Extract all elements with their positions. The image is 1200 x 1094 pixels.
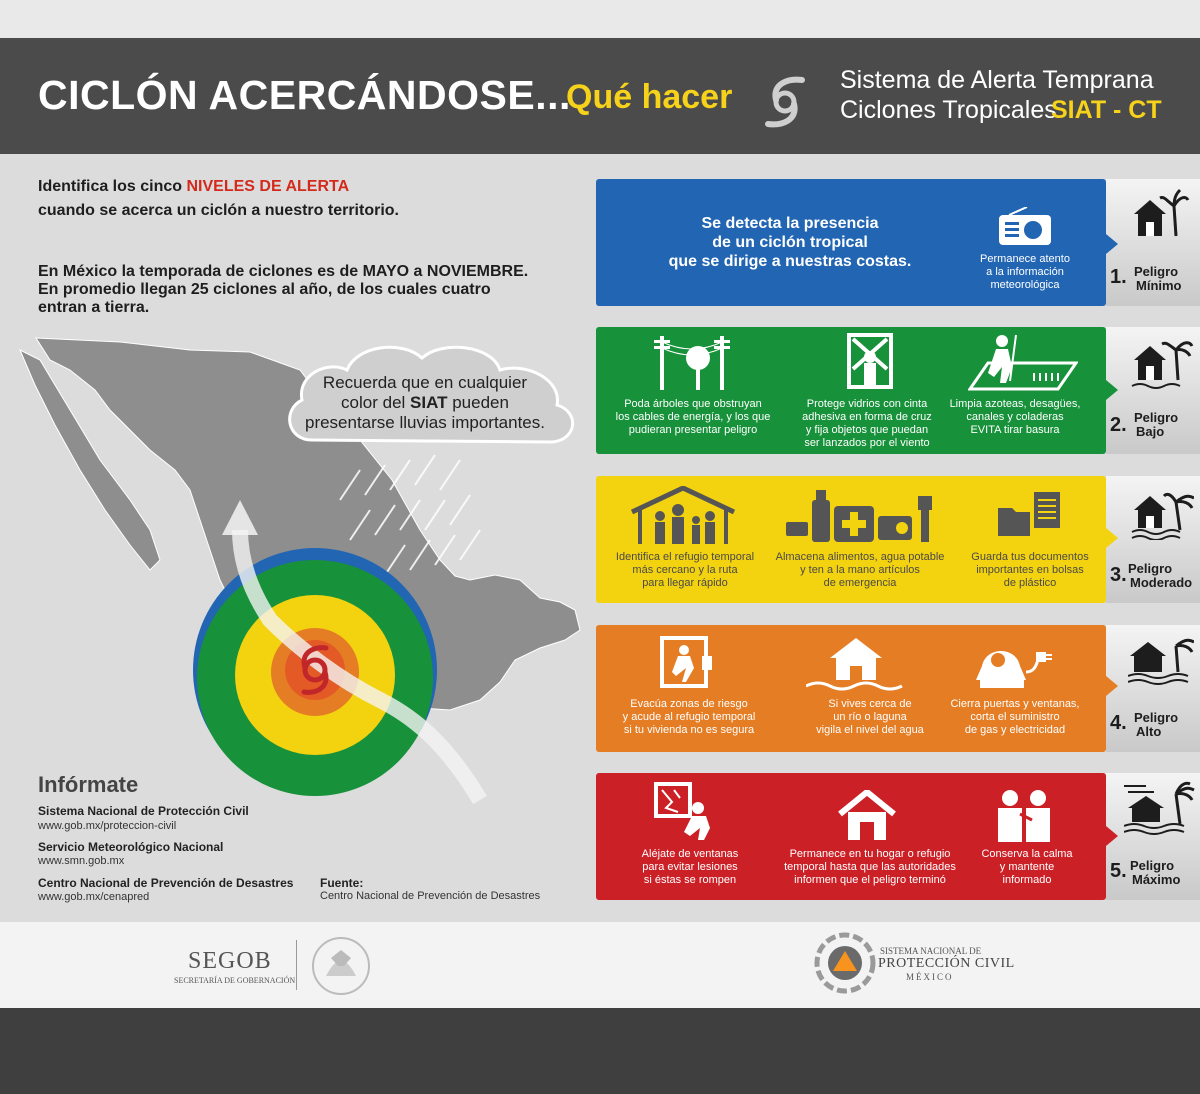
page-title-highlight: Qué hacer <box>566 78 733 116</box>
house-hurricane-icon <box>1124 780 1196 838</box>
level-2-caption-2: Protege vidrios con cinta adhesiva en forma de cruz y fija objetos que puedan ser lanzados por el viento <box>802 398 932 449</box>
source-name-1: Sistema Nacional de Protección Civil <box>38 804 249 818</box>
logo-divider <box>296 940 297 990</box>
segob-logo: SEGOB <box>188 948 272 974</box>
level-4-name: Peligro Alto <box>1134 710 1179 739</box>
house-storm-icon <box>1130 484 1194 540</box>
source-name-2: Servicio Meteorológico Nacional <box>38 840 224 854</box>
page-title: CICLÓN ACERCÁNDOSE... <box>38 72 571 118</box>
evacuate-icon <box>660 636 716 692</box>
cyclone-icon <box>752 74 818 130</box>
pc-line1: SISTEMA NACIONAL DE <box>880 946 982 956</box>
level-4-caption-2: Si vives cerca de un río o laguna vigila el nivel del agua <box>816 698 924 736</box>
level-5-caption-3: Conserva la calma y mantente informado <box>981 848 1073 886</box>
level-2-caption-1: Poda árboles que obstruyan los cables de energía, y los que pudieran presentar peligro <box>615 398 771 436</box>
level-5-arrow <box>1106 826 1118 846</box>
level-5-caption-2: Permanece en tu hogar o refugio temporal hasta que las autoridades informen que el peligro terminó <box>784 848 956 886</box>
level-3-arrow <box>1106 528 1118 548</box>
level-5-caption-1: Aléjate de ventanas para evitar lesiones si éstas se rompen <box>641 848 739 886</box>
season-line1: En México la temporada de ciclones es de MAYO a NOVIEMBRE. <box>38 263 529 280</box>
footer-logos <box>0 922 1200 1008</box>
pc-line2: PROTECCIÓN CIVIL <box>878 956 1015 971</box>
intro-line2: cuando se acerca un ciclón a nuestro territorio. <box>38 202 399 219</box>
intro-line1: Identifica los cinco NIVELES DE ALERTA <box>38 178 350 195</box>
supplies-icon <box>786 486 942 544</box>
level-1-number: 1. <box>1110 266 1127 288</box>
level-1-caption: Permanece atento a la información meteorológica <box>980 253 1070 291</box>
level-1-name: Peligro Mínimo <box>1134 264 1182 293</box>
fuente-value: Centro Nacional de Prevención de Desastres <box>320 890 541 902</box>
level-1-arrow <box>1106 234 1118 254</box>
source-url-2[interactable]: www.smn.gob.mx <box>38 855 125 867</box>
documents-icon <box>996 492 1062 538</box>
level-5-name: Peligro Máximo <box>1130 858 1181 887</box>
system-name-line1: Sistema de Alerta Temprana <box>840 66 1154 94</box>
alert-levels-highlight: NIVELES DE ALERTA <box>186 178 350 195</box>
level-3-name: Peligro Moderado <box>1128 561 1193 590</box>
cloud-line1: Recuerda que en cualquier <box>322 373 528 392</box>
segob-subtitle: SECRETARÍA DE GOBERNACIÓN <box>174 976 296 985</box>
source-url-3[interactable]: www.gob.mx/cenapred <box>38 891 150 903</box>
informate-title: Infórmate <box>38 772 139 797</box>
level-4-arrow <box>1106 676 1118 696</box>
radio-icon <box>997 207 1053 247</box>
pc-line3: MÉXICO <box>906 972 954 982</box>
level-3-number: 3. <box>1110 564 1127 586</box>
level-2-arrow <box>1106 380 1118 400</box>
level-2-caption-3: Limpia azoteas, desagües, canales y coladeras EVITA tirar basura <box>949 398 1081 436</box>
unplug-icon <box>976 636 1056 692</box>
level-4-caption-3: Cierra puertas y ventanas, corta el suministro de gas y electricidad <box>950 698 1080 736</box>
level-4-caption-1: Evacúa zonas de riesgo y acude al refugio temporal si tu vivienda no es segura <box>622 698 756 736</box>
house-flood-icon <box>1128 632 1194 688</box>
national-seal-icon <box>306 936 376 996</box>
comfort-icon <box>992 788 1056 844</box>
house-palm-icon <box>1130 188 1190 238</box>
top-strip <box>0 0 1200 38</box>
level-2-name: Peligro Bajo <box>1134 410 1179 439</box>
season-line2: En promedio llegan 25 ciclones al año, de los cuales cuatro <box>38 281 491 298</box>
system-acronym: SIAT - CT <box>1051 96 1162 124</box>
level-1-headline: Se detecta la presencia de un ciclón tropical que se dirige a nuestras costas. <box>668 215 912 270</box>
level-5-number: 5. <box>1110 860 1127 882</box>
cloud-line2: color del SIAT pueden <box>341 393 509 412</box>
house-river-icon <box>806 634 906 692</box>
system-name-line2: Ciclones Tropicales <box>840 96 1057 124</box>
source-name-3: Centro Nacional de Prevención de Desastres <box>38 876 294 890</box>
level-2-number: 2. <box>1110 414 1127 436</box>
level-3-caption-1: Identifica el refugio temporal más cercano y la ruta para llegar rápido <box>615 551 755 589</box>
power-lines-icon <box>650 332 740 392</box>
house-palm-wind-icon <box>1130 334 1194 390</box>
cloud-line3: presentarse lluvias importantes. <box>304 413 545 432</box>
proteccion-civil-emblem <box>814 932 876 994</box>
house-icon <box>838 790 896 842</box>
level-3-caption-2: Almacena alimentos, agua potable y ten a la mano artículos de emergencia <box>775 551 945 589</box>
level-4-number: 4. <box>1110 712 1127 734</box>
shelter-icon <box>630 486 736 546</box>
sweeping-icon <box>968 333 1078 391</box>
bottom-bar <box>0 1008 1200 1094</box>
taped-window-icon <box>845 333 895 389</box>
broken-window-icon <box>654 782 718 842</box>
source-url-1[interactable]: www.gob.mx/proteccion-civil <box>38 820 177 832</box>
season-line3: entran a tierra. <box>38 299 150 316</box>
fuente-label: Fuente: <box>320 876 364 890</box>
level-3-caption-3: Guarda tus documentos importantes en bolsas de plástico <box>971 551 1089 589</box>
